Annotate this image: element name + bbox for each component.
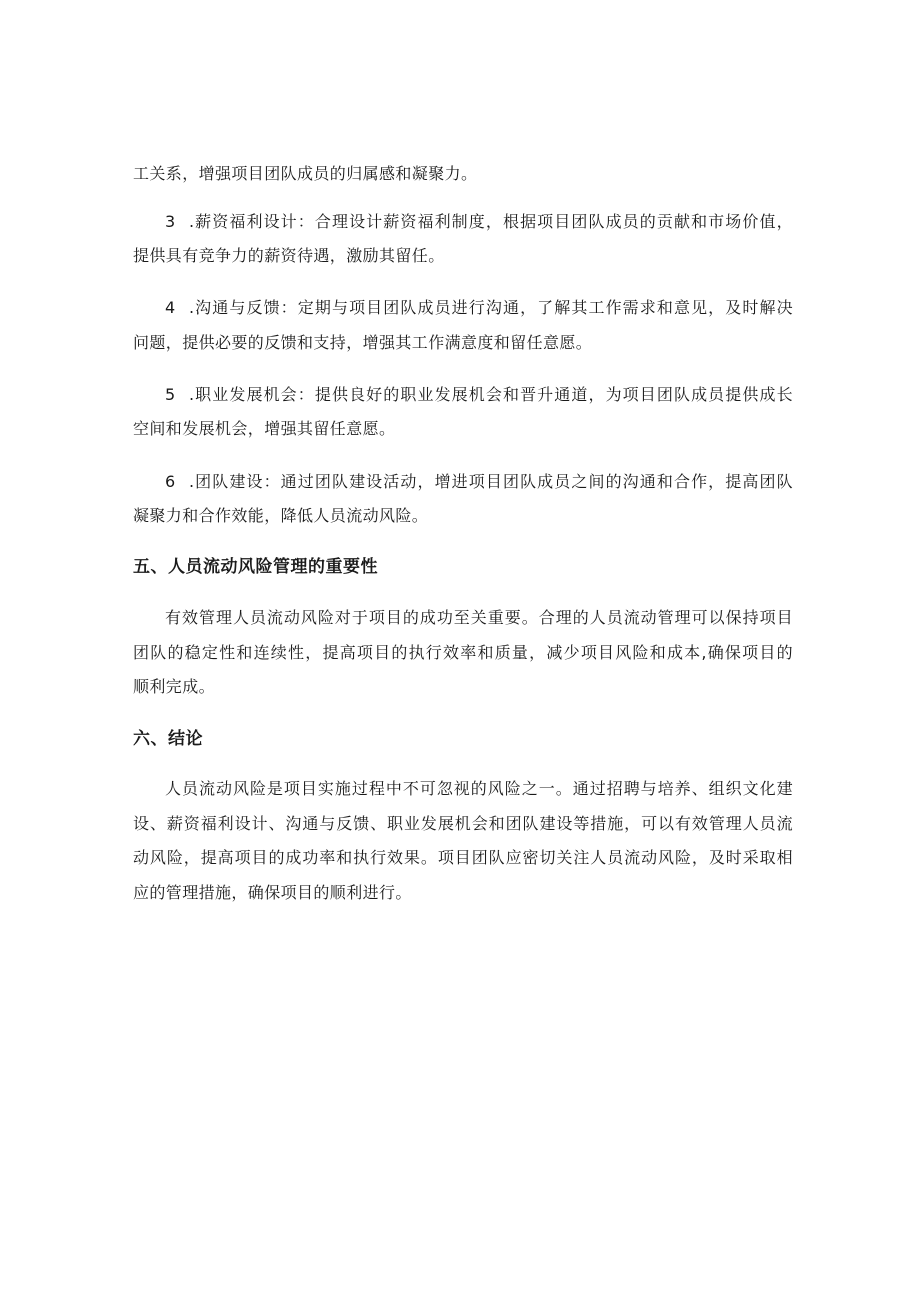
section-5-line2: 团队的稳定性和连续性，提高项目的执行效率和质量，减少项目风险和成本,确保项目的 <box>133 643 793 662</box>
list-item-4-line2: 问题，提供必要的反馈和支持，增强其工作满意度和留任意愿。 <box>133 333 593 352</box>
list-item-3-line1: 3 .薪资福利设计：合理设计薪资福利制度，根据项目团队成员的贡献和市场价值， <box>165 212 793 231</box>
section-6-line3: 动风险，提高项目的成功率和执行效果。项目团队应密切关注人员流动风险，及时采取相 <box>133 848 793 867</box>
list-item-6-line2: 凝聚力和合作效能，降低人员流动风险。 <box>133 506 429 525</box>
list-item-5-line1: 5 .职业发展机会：提供良好的职业发展机会和晋升通道，为项目团队成员提供成长 <box>165 385 793 404</box>
section-5-heading: 五、人员流动风险管理的重要性 <box>133 557 378 577</box>
intro-continuation: 工关系，增强项目团队成员的归属感和凝聚力。 <box>133 164 478 183</box>
list-item-6-line1: 6 .团队建设：通过团队建设活动，增进项目团队成员之间的沟通和合作，提高团队 <box>165 472 793 491</box>
list-item-number: 4 <box>165 298 176 317</box>
section-5-line3: 顺利完成。 <box>133 677 216 696</box>
list-item-number: 6 <box>165 472 176 491</box>
list-item-3-line2: 提供具有竞争力的薪资待遇，激励其留任。 <box>133 246 445 265</box>
list-item-number: 3 <box>165 212 176 231</box>
section-6-heading: 六、结论 <box>133 729 203 749</box>
list-item-number: 5 <box>165 385 176 404</box>
section-6-line4: 应的管理措施，确保项目的顺利进行。 <box>133 883 412 902</box>
list-item-4-line1: 4 .沟通与反馈：定期与项目团队成员进行沟通，了解其工作需求和意见，及时解决 <box>165 298 793 317</box>
section-6-line2: 设、薪资福利设计、沟通与反馈、职业发展机会和团队建设等措施，可以有效管理人员流 <box>133 814 793 833</box>
section-5-line1: 有效管理人员流动风险对于项目的成功至关重要。合理的人员流动管理可以保持项目 <box>165 608 793 627</box>
section-6-line1: 人员流动风险是项目实施过程中不可忽视的风险之一。通过招聘与培养、组织文化建 <box>165 779 793 798</box>
list-item-5-line2: 空间和发展机会，增强其留任意愿。 <box>133 419 396 438</box>
